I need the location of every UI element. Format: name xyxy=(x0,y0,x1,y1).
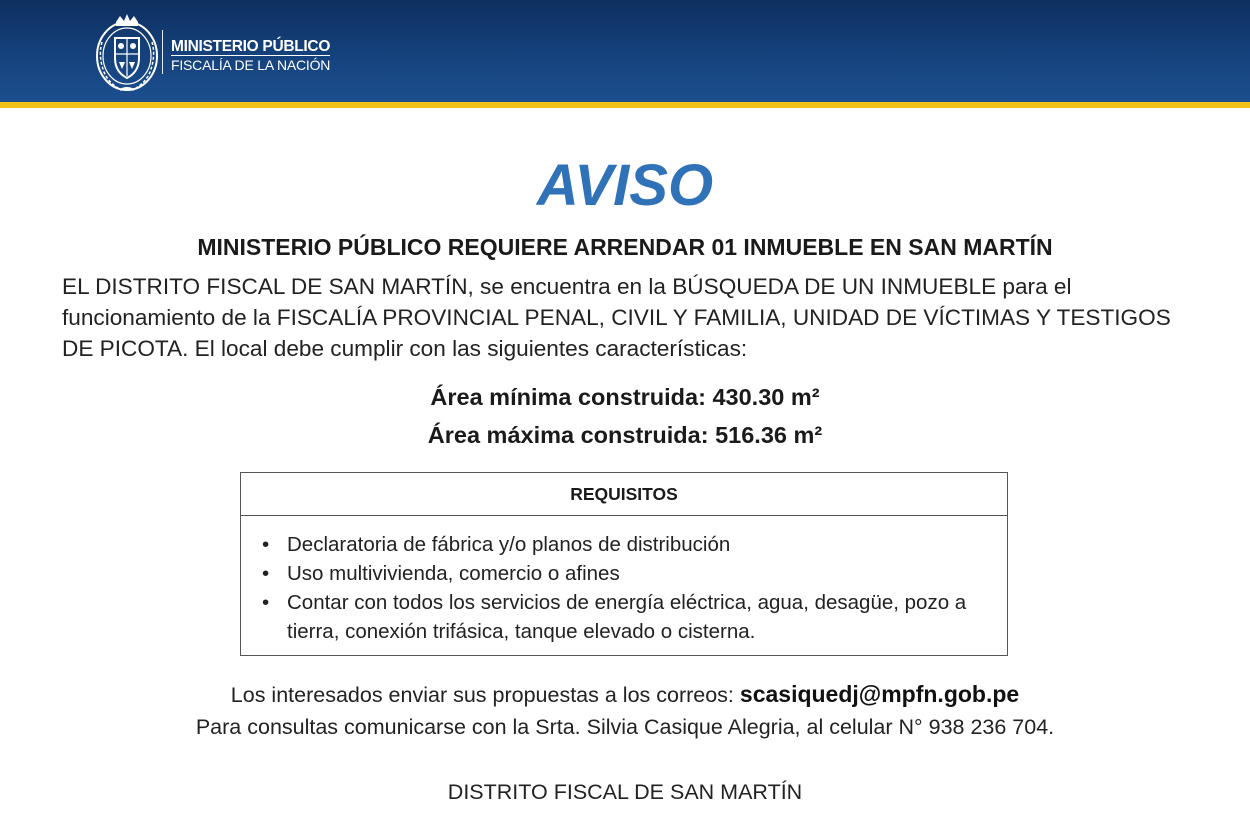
area-minimum: Área mínima construida: 430.30 m² xyxy=(430,384,820,410)
requirement-item xyxy=(241,559,1007,588)
bullet-icon: • xyxy=(262,591,270,614)
org-name: MINISTERIO PÚBLICO xyxy=(171,38,331,55)
logo-divider xyxy=(162,30,163,74)
footer-signature: DISTRITO FISCAL DE SAN MARTÍN xyxy=(447,780,803,804)
bullet-icon: • xyxy=(262,562,270,585)
contact-email[interactable]: scasiquedj@mpfn.gob.pe xyxy=(739,681,1020,707)
requirement-text: Contar con todos los servicios de energía eléctrica, agua, desagüe, pozo a tierra, conexión trifásica, tanque elevado o cisterna. xyxy=(287,591,967,643)
notice-intro-paragraph: EL DISTRITO FISCAL DE SAN MARTÍN, se encuentra en la BÚSQUEDA DE UN INMUEBLE para el funcionamiento de la FISCALÍA PROVINCIAL PENAL, CIVIL Y FAMILIA, UNIDAD DE VÍCTIMAS Y TESTIGOS DE PICOTA. El local debe cumplir con las siguientes características: xyxy=(62,274,1171,361)
notice-subtitle: MINISTERIO PÚBLICO REQUIERE ARRENDAR 01 INMUEBLE EN SAN MARTÍN xyxy=(197,234,1053,260)
header-accent-stripe xyxy=(0,102,1250,108)
requirement-item xyxy=(241,588,1007,646)
contact-email-line xyxy=(0,679,1250,710)
area-maximum: Área máxima construida: 516.36 m² xyxy=(427,422,823,448)
requirement-text: Uso multivivienda, comercio o afines xyxy=(287,562,620,585)
bullet-icon: • xyxy=(262,533,270,556)
notice-title: AVISO xyxy=(536,153,714,218)
requirements-list xyxy=(241,516,1007,646)
requirements-heading: REQUISITOS xyxy=(241,473,1007,516)
requirements-table xyxy=(240,472,1008,656)
header-bar xyxy=(0,0,1250,102)
contact-phone-line: Para consultas comunicarse con la Srta. Silvia Casique Alegria, al celular N° 938 236 704. xyxy=(195,715,1055,739)
requirement-text: Declaratoria de fábrica y/o planos de distribución xyxy=(287,533,731,556)
email-prefix: Los interesados enviar sus propuestas a los correos: xyxy=(230,683,734,707)
requirement-item xyxy=(241,530,1007,559)
coat-of-arms-seal-icon xyxy=(94,12,160,94)
org-subtitle: FISCALÍA DE LA NACIÓN xyxy=(171,57,331,73)
